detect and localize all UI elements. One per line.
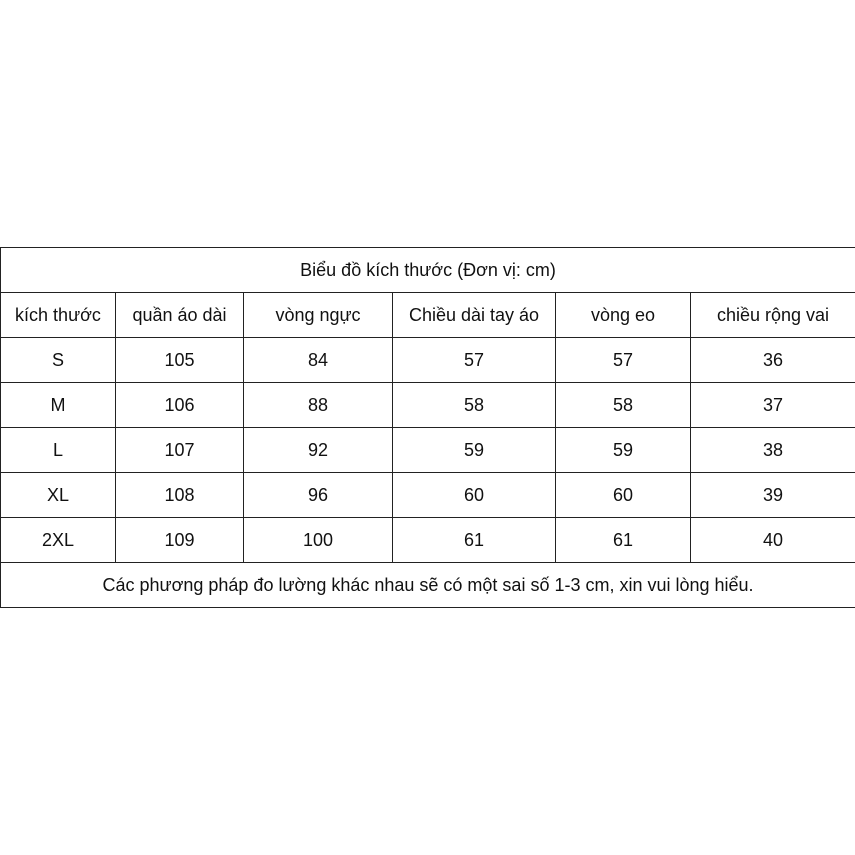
size-cell: M xyxy=(1,383,116,428)
header-size: kích thước xyxy=(1,293,116,338)
table-title: Biểu đồ kích thước (Đơn vị: cm) xyxy=(1,248,855,293)
shoulder-cell: 36 xyxy=(691,338,855,383)
table-row xyxy=(1,473,855,518)
header-sleeve-length: Chiều dài tay áo xyxy=(393,293,556,338)
waist-cell: 59 xyxy=(556,428,691,473)
sleeve-cell: 59 xyxy=(393,428,556,473)
title-row xyxy=(1,248,855,293)
size-cell: XL xyxy=(1,473,116,518)
length-cell: 109 xyxy=(116,518,244,563)
table-row xyxy=(1,518,855,563)
chest-cell: 88 xyxy=(244,383,393,428)
chest-cell: 84 xyxy=(244,338,393,383)
sleeve-cell: 60 xyxy=(393,473,556,518)
table-row xyxy=(1,383,855,428)
waist-cell: 61 xyxy=(556,518,691,563)
header-shoulder-width: chiều rộng vai xyxy=(691,293,855,338)
chest-cell: 96 xyxy=(244,473,393,518)
waist-cell: 57 xyxy=(556,338,691,383)
header-length: quần áo dài xyxy=(116,293,244,338)
shoulder-cell: 37 xyxy=(691,383,855,428)
size-cell: L xyxy=(1,428,116,473)
length-cell: 108 xyxy=(116,473,244,518)
header-waist: vòng eo xyxy=(556,293,691,338)
waist-cell: 58 xyxy=(556,383,691,428)
table-row xyxy=(1,338,855,383)
note-row xyxy=(1,563,855,608)
length-cell: 107 xyxy=(116,428,244,473)
header-row xyxy=(1,293,855,338)
sleeve-cell: 58 xyxy=(393,383,556,428)
chest-cell: 100 xyxy=(244,518,393,563)
header-chest: vòng ngực xyxy=(244,293,393,338)
sleeve-cell: 61 xyxy=(393,518,556,563)
chest-cell: 92 xyxy=(244,428,393,473)
shoulder-cell: 39 xyxy=(691,473,855,518)
shoulder-cell: 38 xyxy=(691,428,855,473)
measurement-note: Các phương pháp đo lường khác nhau sẽ có một sai số 1-3 cm, xin vui lòng hiểu. xyxy=(1,563,855,608)
size-cell: 2XL xyxy=(1,518,116,563)
waist-cell: 60 xyxy=(556,473,691,518)
size-cell: S xyxy=(1,338,116,383)
shoulder-cell: 40 xyxy=(691,518,855,563)
table-row xyxy=(1,428,855,473)
length-cell: 105 xyxy=(116,338,244,383)
size-chart-table xyxy=(0,247,855,608)
length-cell: 106 xyxy=(116,383,244,428)
sleeve-cell: 57 xyxy=(393,338,556,383)
